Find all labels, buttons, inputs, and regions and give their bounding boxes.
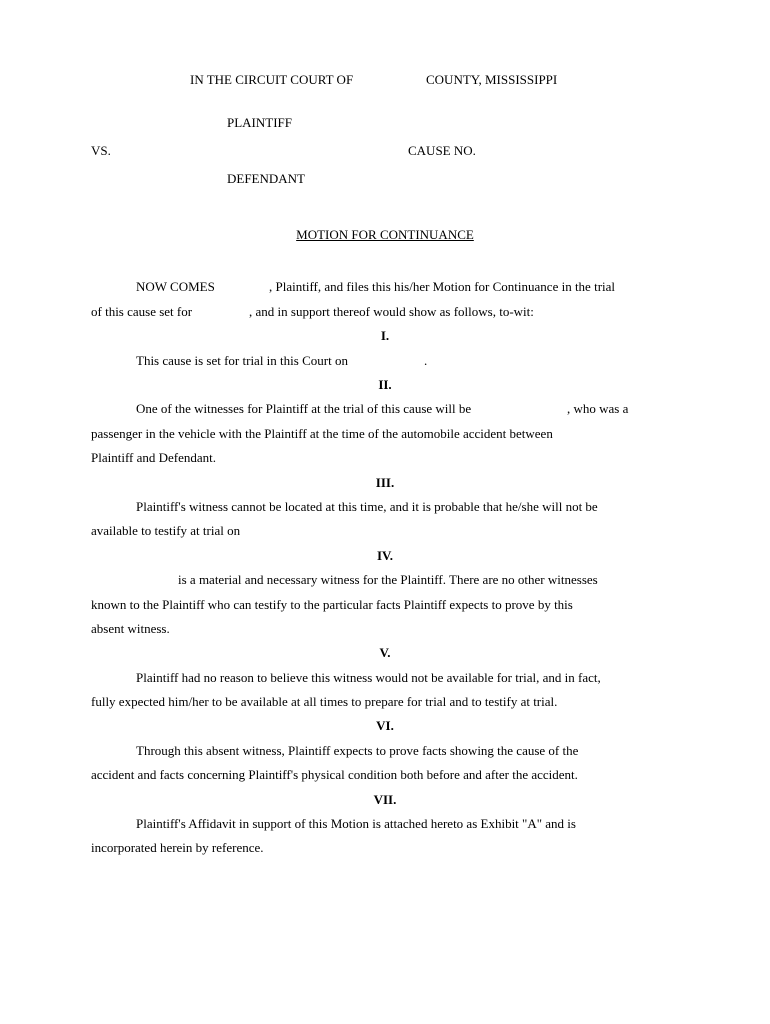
- court-name-prefix: IN THE CIRCUIT COURT OF: [190, 72, 354, 87]
- section-5-heading: V.: [379, 645, 391, 660]
- section-6-line1: Through this absent witness, Plaintiff expects to prove facts showing the cause of the: [136, 743, 579, 758]
- section-7-line2: incorporated herein by reference.: [91, 840, 264, 855]
- section-2-line1-end: , who was a: [567, 401, 629, 416]
- defendant-label: DEFENDANT: [227, 171, 305, 186]
- section-5-line1: Plaintiff had no reason to believe this witness would not be available for trial, and in fact,: [136, 670, 601, 685]
- section-7-line1: Plaintiff's Affidavit in support of this Motion is attached hereto as Exhibit "A" and is: [136, 816, 576, 831]
- versus-label: VS.: [91, 143, 111, 158]
- cause-number-label: CAUSE NO.: [408, 143, 476, 158]
- intro-line2-rest: , and in support thereof would show as follows, to-wit:: [249, 304, 534, 319]
- plaintiff-label: PLAINTIFF: [227, 115, 293, 130]
- section-5-line2: fully expected him/her to be available at all times to prepare for trial and to testify at trial.: [91, 694, 558, 709]
- document-title: MOTION FOR CONTINUANCE: [296, 227, 474, 242]
- section-7-heading: VII.: [373, 792, 397, 807]
- section-4-line3: absent witness.: [91, 621, 170, 636]
- court-name-suffix: COUNTY, MISSISSIPPI: [426, 72, 558, 87]
- section-2-line3: Plaintiff and Defendant.: [91, 450, 217, 465]
- section-3-heading: III.: [375, 475, 395, 490]
- section-1-period: .: [424, 353, 428, 368]
- intro-line2-start: of this cause set for: [91, 304, 193, 319]
- section-2-line2: passenger in the vehicle with the Plaintiff at the time of the automobile accident between: [91, 426, 553, 441]
- intro-line1-rest: , Plaintiff, and files this his/her Motion for Continuance in the trial: [269, 279, 616, 294]
- section-2-line1: One of the witnesses for Plaintiff at the trial of this cause will be: [136, 401, 472, 416]
- section-2-heading: II.: [378, 377, 392, 392]
- section-1-heading: I.: [380, 328, 390, 343]
- section-1-text: This cause is set for trial in this Court on: [136, 353, 348, 368]
- section-4-line1: is a material and necessary witness for the Plaintiff. There are no other witnesses: [178, 572, 598, 587]
- section-6-line2: accident and facts concerning Plaintiff's physical condition both before and after the accident.: [91, 767, 578, 782]
- section-4-line2: known to the Plaintiff who can testify to the particular facts Plaintiff expects to prove by this: [91, 597, 573, 612]
- section-3-line2: available to testify at trial on: [91, 523, 241, 538]
- section-6-heading: VI.: [376, 718, 394, 733]
- intro-now-comes: NOW COMES: [136, 279, 215, 294]
- section-3-line1: Plaintiff's witness cannot be located at this time, and it is probable that he/she will not be: [136, 499, 598, 514]
- section-4-heading: IV.: [376, 548, 394, 563]
